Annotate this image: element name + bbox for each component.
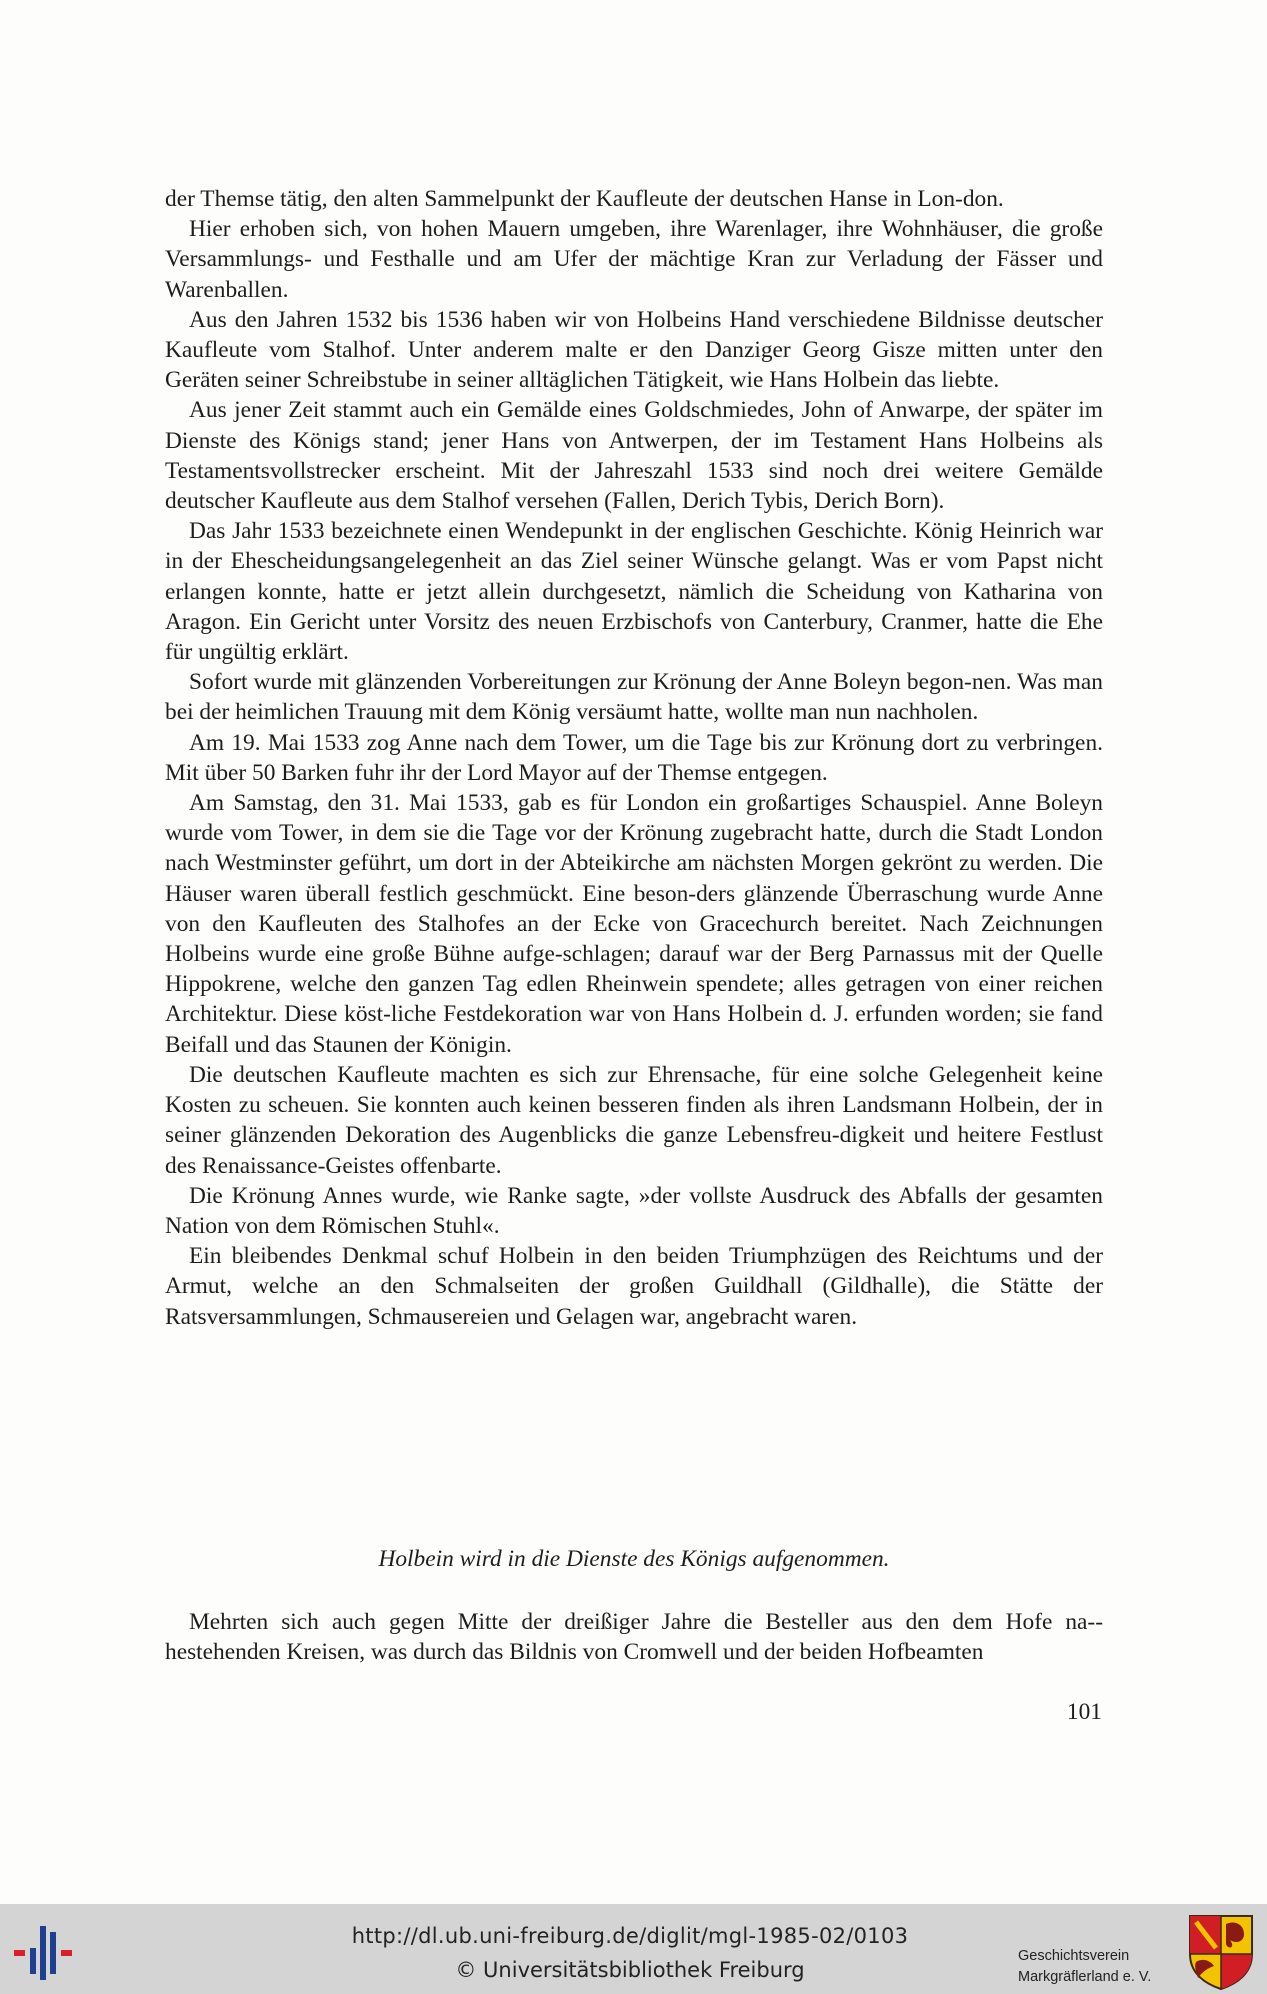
paragraph-12: Mehrten sich auch gegen Mitte der dreißiger Jahre die Besteller aus den dem Hofe na-hestehenden Kreisen, was durch das Bildnis von Cromwell und der beiden Hofbeamten — [165, 1609, 1103, 1666]
page-number: 101 — [1066, 1699, 1102, 1725]
paragraph-3: Aus den Jahren 1532 bis 1536 haben wir von Holbeins Hand verschiedene Bildnisse deutscher Kaufleute vom Stalhof. Unter anderem malte er den Danziger Georg Gisze mitten unter den Geräten seiner Schreibstube in seiner alltäglichen Tätigkeit, wie Hans Holbein das liebte. — [165, 306, 1103, 394]
paragraph-6: Sofort wurde mit glänzenden Vorbereitungen zur Krönung der Anne Boleyn begon-nen. Was man bei der heimlichen Trauung mit dem König versäumt hatte, wollte man nun nachholen. — [165, 669, 1103, 726]
body-text — [165, 184, 1103, 1332]
copyright-notice: © Universitätsbibliothek Freiburg — [455, 1958, 805, 1982]
source-url-link[interactable]: http://dl.ub.uni-freiburg.de/diglit/mgl-1985-02/0103 — [351, 1924, 909, 1948]
paragraph-9: Die deutschen Kaufleute machten es sich zur Ehrensache, für eine solche Gelegenheit keine Kosten zu scheuen. Sie konnten auch keinen besseren finden als ihren Landsmann Holbein, der in seiner glänzenden Dekoration des Augenblicks die ganze Lebensfreu-digkeit und heitere Festlust des Renaissance-Geistes offenbarte. — [165, 1061, 1103, 1179]
footer-bar — [0, 1904, 1267, 1994]
paragraph-8: Am Samstag, den 31. Mai 1533, gab es für London ein großartiges Schauspiel. Anne Boleyn wurde vom Tower, in dem sie die Tage vor der Krönung zugebracht hatte, durch die Stadt London nach Westminster geführt, um dort in der Abteikirche am nächsten Morgen gekrönt zu werden. Die Häuser waren überall festlich geschmückt. Eine beson-ders glänzende Überraschung wurde Anne von den Kaufleuten des Stalhofes an der Ecke von Gracechurch bereitet. Nach Zeichnungen Holbeins wurde eine große Bühne aufge-schlagen; darauf war der Berg Parnassus mit der Quelle Hippokrene, welche den ganzen Tag edlen Rheinwein spendete; alles getragen von einer reichen Architektur. Diese köst-liche Festdekoration war von Hans Holbein d. J. erfunden worden; sie fand Beifall und das Staunen der Königin. — [165, 790, 1103, 1058]
paragraph-11: Ein bleibendes Denkmal schuf Holbein in den beiden Triumphzügen des Reichtums und der Armut, welche an den Schmalseiten der großen Guildhall (Gildhalle), die Stätte der Ratsversammlungen, Schmausereien und Gelagen war, angebracht waren. — [165, 1243, 1103, 1330]
society-name-line-1: Geschichtsverein — [1018, 1948, 1130, 1964]
paragraph-5: Das Jahr 1533 bezeichnete einen Wendepunkt in der englischen Geschichte. König Heinrich war in der Ehescheidungsangelegenheit an das Ziel seiner Wünsche gelangt. Was er vom Papst nicht erlangen konnte, hatte er jetzt allein durchgesetzt, nämlich die Scheidung von Katharina von Aragon. Ein Gericht unter Vorsitz des neuen Erzbischofs von Canterbury, Cranmer, hatte die Ehe für ungültig erklärt. — [165, 518, 1103, 666]
coat-of-arms-icon — [1188, 1914, 1254, 1990]
society-name — [1018, 1946, 1188, 1988]
section-heading: Holbein wird in die Dienste des Königs aufgenommen. — [378, 1546, 890, 1572]
ub-freiburg-logo-icon — [14, 1926, 80, 1980]
paragraph-4: Aus jener Zeit stammt auch ein Gemälde eines Goldschmiedes, John of Anwarpe, der später im Dienste des Königs stand; jener Hans von Antwerpen, der im Testament Hans Holbeins als Testamentsvollstrecker erscheint. Mit der Jahreszahl 1533 sind noch drei weitere Gemälde deutscher Kaufleute aus dem Stalhof versehen (Fallen, Derich Tybis, Derich Born). — [165, 397, 1103, 515]
paragraph-1: der Themse tätig, den alten Sammelpunkt der Kaufleute der deutschen Hanse in Lon-don. — [165, 186, 1004, 212]
paragraph-2: Hier erhoben sich, von hohen Mauern umgeben, ihre Warenlager, ihre Wohnhäuser, die große Versammlungs- und Festhalle und am Ufer der mächtige Kran zur Verladung der Fässer und Warenballen. — [165, 216, 1103, 303]
society-name-line-2: Markgräflerland e. V. — [1018, 1969, 1152, 1985]
paragraph-7: Am 19. Mai 1533 zog Anne nach dem Tower, um die Tage bis zur Krönung dort zu verbringen. Mit über 50 Barken fuhr ihr der Lord Mayor auf der Themse entgegen. — [165, 729, 1103, 786]
paragraph-10: Die Krönung Annes wurde, wie Ranke sagte, »der vollste Ausdruck des Abfalls der gesamten Nation von dem Römischen Stuhl«. — [165, 1182, 1103, 1239]
body-text-continued — [165, 1607, 1103, 1667]
